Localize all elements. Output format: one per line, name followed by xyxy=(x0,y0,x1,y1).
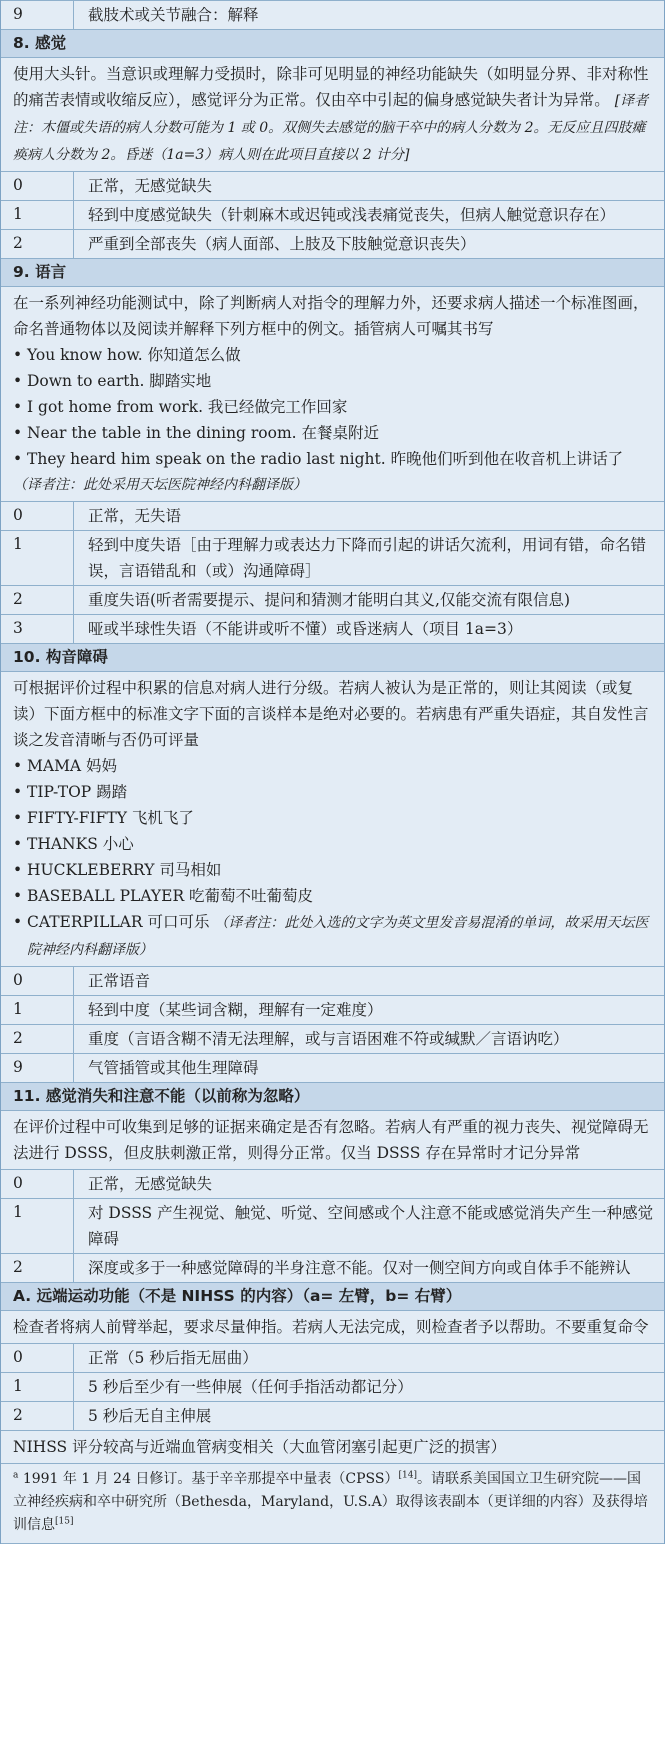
description-cell: 重度失语(听者需要提示、提问和猜测才能明白其义,仅能交流有限信息) xyxy=(88,591,571,609)
description-cell: 哑或半球性失语（不能讲或听不懂）或昏迷病人（项目 1a=3） xyxy=(88,620,523,638)
section-instruction: 在评价过程中可收集到足够的证据来确定是否有忽略。若病人有严重的视力丧失、视觉障碍无法进行 DSSS，但皮肤刺激正常，则得分正常。仅当 DSSS 存在异常时才记分异常 xyxy=(1,1110,664,1169)
score-cell: 1 xyxy=(1,201,74,229)
list-item-text: CATERPILLAR 可口可乐 xyxy=(27,913,210,931)
table-row xyxy=(1,229,664,258)
footnote xyxy=(1,1463,664,1544)
table-row xyxy=(1,1198,664,1253)
translator-note: （译者注：此处入选的文字为英文里发音易混淆的单词，故采用天坛医院神经内科翻译版） xyxy=(27,915,649,958)
score-cell: 1 xyxy=(1,1199,74,1253)
score-cell: 0 xyxy=(1,967,74,995)
description-cell: 轻到中度感觉缺失（针刺麻木或迟钝或浅表痛觉丧失，但病人触觉意识存在） xyxy=(88,206,616,224)
list-item: • BASEBALL PLAYER 吃葡萄不吐葡萄皮 xyxy=(13,883,652,909)
section-heading-sensory: 8. 感觉 xyxy=(1,29,664,57)
table-row xyxy=(1,501,664,530)
description-cell: 正常语音 xyxy=(88,972,151,990)
example-sentence-list xyxy=(13,342,652,472)
table-row xyxy=(1,585,664,614)
description-cell: 正常（5 秒后指无屈曲） xyxy=(88,1349,258,1367)
description-cell: 重度（言语含糊不清无法理解，或与言语困难不符或缄默／言语讷吃） xyxy=(88,1030,569,1048)
reference-mark: [15] xyxy=(55,1516,74,1527)
score-cell: 2 xyxy=(1,586,74,614)
word-list xyxy=(13,753,652,963)
score-cell: 0 xyxy=(1,502,74,530)
table-row xyxy=(1,1253,664,1282)
description-cell: 对 DSSS 产生视觉、触觉、听觉、空间感或个人注意不能或感觉消失产生一种感觉障碍 xyxy=(88,1204,654,1248)
translator-note: （译者注：此处采用天坛医院神经内科翻译版） xyxy=(13,477,307,493)
score-cell: 0 xyxy=(1,172,74,200)
list-item: • HUCKLEBERRY 司马相如 xyxy=(13,857,652,883)
section-heading-distal-motor: A. 远端运动功能（不是 NIHSS 的内容）（a= 左臂，b= 右臂） xyxy=(1,1282,664,1310)
table-row xyxy=(1,1343,664,1372)
section-heading-extinction: 11. 感觉消失和注意不能（以前称为忽略） xyxy=(1,1082,664,1110)
description-cell: 严重到全部丧失（病人面部、上肢及下肢触觉意识丧失） xyxy=(88,235,476,253)
score-cell: 1 xyxy=(1,996,74,1024)
description-cell: 正常，无感觉缺失 xyxy=(88,177,213,195)
description-cell: 轻到中度（某些词含糊，理解有一定难度） xyxy=(88,1001,383,1019)
list-item: • Down to earth. 脚踏实地 xyxy=(13,368,652,394)
score-cell: 9 xyxy=(1,1054,74,1082)
description-cell: 正常，无感觉缺失 xyxy=(88,1175,213,1193)
description-cell: 气管插管或其他生理障碍 xyxy=(88,1059,259,1077)
table-row xyxy=(1,171,664,200)
list-item: • Near the table in the dining room. 在餐桌附近 xyxy=(13,420,652,446)
description-cell: 轻到中度失语［由于理解力或表达力下降而引起的讲话欠流利，用词有错，命名错误，言语错乱和（或）沟通障碍］ xyxy=(88,536,647,580)
score-cell: 1 xyxy=(1,1373,74,1401)
translator-note: [译者注：木僵或失语的病人分数可能为 1 或 0。双侧失去感觉的脑干卒中的病人分数为 2。无反应且四肢瘫痪病人分数为 2。昏迷（1a=3）病人则在此项目直接以 2 计分] xyxy=(13,93,649,163)
table-row xyxy=(1,530,664,585)
list-item: • FIFTY-FIFTY 飞机飞了 xyxy=(13,805,652,831)
list-item: • THANKS 小心 xyxy=(13,831,652,857)
table-row xyxy=(1,1024,664,1053)
score-cell: 3 xyxy=(1,615,74,643)
section-instruction xyxy=(1,57,664,171)
reference-mark: [14] xyxy=(398,1470,417,1481)
list-item: • They heard him speak on the radio last night. 昨晚他们听到他在收音机上讲话了 xyxy=(13,446,652,472)
section-heading-language: 9. 语言 xyxy=(1,258,664,286)
table-row xyxy=(1,200,664,229)
description-cell: 正常，无失语 xyxy=(88,507,182,525)
table-row xyxy=(1,966,664,995)
table-row xyxy=(1,1169,664,1198)
table-row xyxy=(1,995,664,1024)
table-row xyxy=(1,1401,664,1430)
instruction-text: 在一系列神经功能测试中，除了判断病人对指令的理解力外，还要求病人描述一个标准图画，命名普通物体以及阅读并解释下列方框中的例文。插管病人可嘱其书写 xyxy=(13,294,649,338)
section-instruction: 检查者将病人前臂举起，要求尽量伸指。若病人无法完成，则检查者予以帮助。不要重复命令 xyxy=(1,1310,664,1343)
summary-note: NIHSS 评分较高与近端血管病变相关（大血管闭塞引起更广泛的损害） xyxy=(1,1430,664,1463)
score-cell: 2 xyxy=(1,1025,74,1053)
description-cell: 5 秒后无自主伸展 xyxy=(88,1407,212,1425)
score-cell: 2 xyxy=(1,1254,74,1282)
list-item: • TIP-TOP 踢踏 xyxy=(13,779,652,805)
description-cell: 截肢术或关节融合：解释 xyxy=(88,6,259,24)
instruction-text: 可根据评价过程中积累的信息对病人进行分级。若病人被认为是正常的，则让其阅读（或复读）下面方框中的标准文字下面的言谈样本是绝对必要的。若病患有严重失语症，其自发性言谈之发音清晰与否仍可评量 xyxy=(13,679,649,749)
score-cell: 2 xyxy=(1,230,74,258)
description-cell: 5 秒后至少有一些伸展（任何手指活动都记分） xyxy=(88,1378,413,1396)
score-cell: 0 xyxy=(1,1344,74,1372)
section-heading-dysarthria: 10. 构音障碍 xyxy=(1,643,664,671)
table-row xyxy=(1,1372,664,1401)
footnote-text: 。请联系美国国立卫生研究院——国立神经疾病和卒中研究所（Bethesda，Maryland，U.S.A）取得该表副本（更详细的内容）及获得培训信息 xyxy=(13,1471,648,1533)
footnote-mark: a xyxy=(13,1470,19,1481)
score-cell: 9 xyxy=(1,1,74,29)
table-row xyxy=(1,614,664,643)
list-item: • I got home from work. 我已经做完工作回家 xyxy=(13,394,652,420)
score-cell: 1 xyxy=(1,531,74,585)
table-row xyxy=(1,1053,664,1082)
list-item xyxy=(13,909,652,963)
list-item: • MAMA 妈妈 xyxy=(13,753,652,779)
instruction-text: 使用大头针。当意识或理解力受损时，除非可见明显的神经功能缺失（如明显分界、非对称性的痛苦表情或收缩反应），感觉评分为正常。仅由卒中引起的偏身感觉缺失者计为异常。 xyxy=(13,65,649,109)
section-instruction xyxy=(1,671,664,966)
score-cell: 0 xyxy=(1,1170,74,1198)
score-cell: 2 xyxy=(1,1402,74,1430)
table-row xyxy=(1,0,664,29)
description-cell: 深度或多于一种感觉障碍的半身注意不能。仅对一侧空间方向或自体手不能辨认 xyxy=(88,1259,631,1277)
list-item: • You know how. 你知道怎么做 xyxy=(13,342,652,368)
footnote-text: 1991 年 1 月 24 日修订。基于辛辛那提卒中量表（CPSS） xyxy=(22,1471,399,1487)
section-instruction xyxy=(1,286,664,501)
